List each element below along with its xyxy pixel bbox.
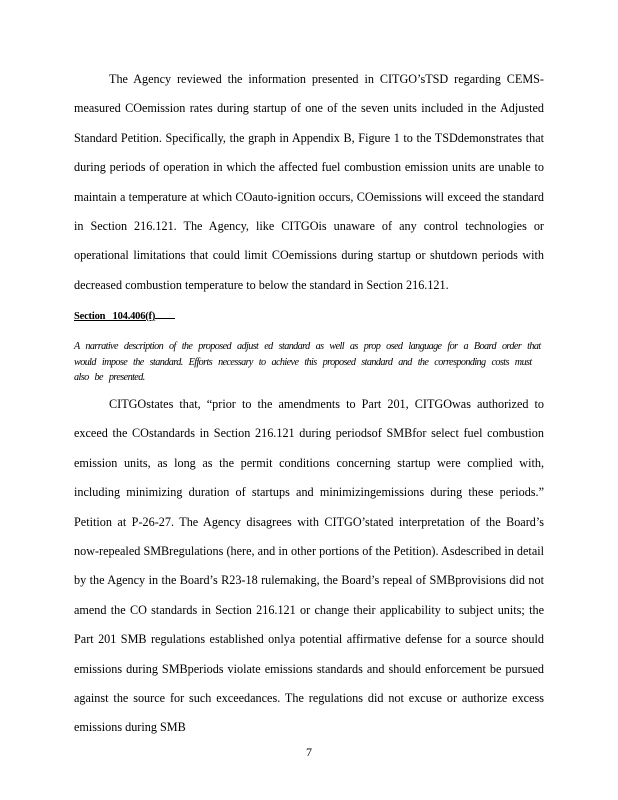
- paragraph-citgo-states: [74, 390, 544, 743]
- paragraph-text: The Agency reviewed the information presented in CITGO’sTSD regarding CEMS-measured COemission rates during startup of one of the seven units included in the Adjusted Standard Petition. Specifically, the graph in Appendix B, Figure 1 to the TSDdemonstrates that during periods of operation in which the affected fuel combustion emission units are unable to maintain a temperature at which COauto-ignition occurs, COemissions will exceed the standard in Section 216.121. The Agency, like CITGOis unaware of any control technologies or operational limitations that could limit COemissions during startup or shutdown periods with decreased combustion temperature to below the standard in Section 216.121.: [74, 72, 544, 292]
- page-number: 7: [306, 745, 312, 759]
- paragraph-agency-review: [74, 65, 544, 300]
- heading-underline: [155, 307, 175, 319]
- paragraph-text: CITGOstates that, “prior to the amendments to Part 201, CITGOwas authorized to exceed the COstandards in Section 216.121 during periodsof SMBfor select fuel combustion emission units, as long as the permit conditions concerning startup were complied with, including minimizing duration of startups and minimizingemissions during these periods.” Petition at P-26-27. The Agency disagrees with CITGO’stated interpretation of the Board’s now-repealed SMBregulations (here, and in other portions of the Petition). Asdescribed in detail by the Agency in the Board’s R23-18 rulemaking, the Board’s repeal of SMBprovisions did not amend the CO standards in Section 216.121 or change their applicability to subject units; the Part 201 SMB regulations established onlya potential affirmative defense for a source should emissions during SMBperiods violate emissions standards and should enforcement be pursued against the source for such exceedances. The regulations did not excuse or authorize excess emissions during SMB: [74, 397, 544, 735]
- section-heading-text: Section 104.406(f): [74, 311, 156, 322]
- section-heading: [74, 307, 175, 322]
- section-requirement-text: A narrative description of the proposed adjust ed standard as well as prop osed language for a Board order that would impose the standard. Efforts necessary to achieve this proposed standard and the corresponding costs must also be presented.: [74, 341, 541, 383]
